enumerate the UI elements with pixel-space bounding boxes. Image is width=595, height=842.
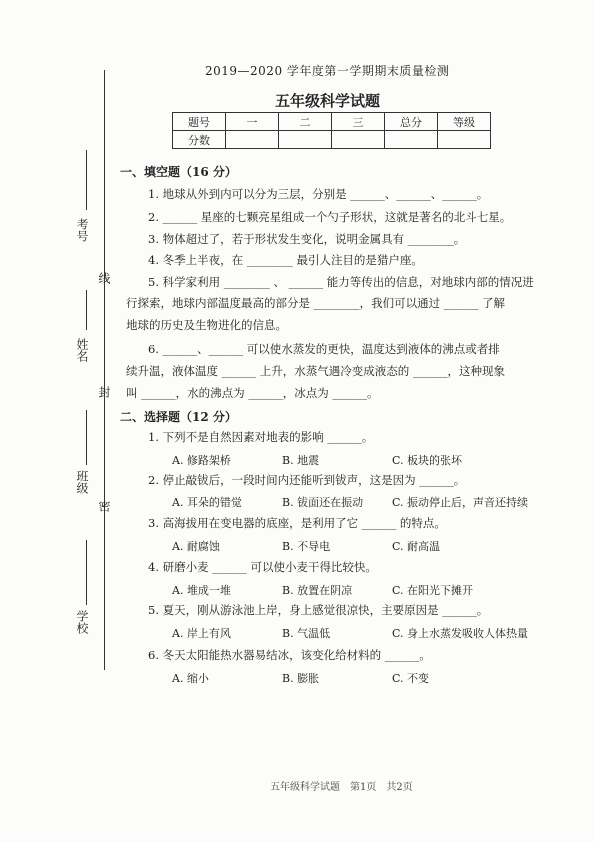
choice-q1: 1. 下列不是自然因素对地表的影响 ______。: [148, 430, 374, 444]
gutter-label-kaohao: 考号: [75, 218, 89, 242]
choice-q6: 6. 冬天太阳能热水器易结冰，该变化给材料的 ______。: [148, 648, 431, 662]
fill-q6-line3: 叫 ______，水的沸点为 ______，冰点为 ______。: [126, 386, 379, 400]
option-b[interactable]: B. 气温低: [282, 627, 331, 640]
score-cell: 二: [279, 113, 332, 131]
option-b[interactable]: B. 放置在阴凉: [282, 584, 353, 597]
fill-q4: 4. 冬季上半夜，在 ________ 最引人注目的是猎户座。: [148, 253, 423, 267]
exam-header: 2019—2020 学年度第一学期期末质量检测: [205, 64, 450, 78]
option-b[interactable]: B. 钹面还在振动: [282, 496, 364, 509]
option-c[interactable]: C. 身上水蒸发吸收人体热量: [392, 627, 529, 640]
option-a[interactable]: A. 耳朵的错觉: [172, 496, 242, 509]
choice-q3-options: [172, 538, 502, 554]
choice-q6-options: [172, 670, 502, 686]
option-c[interactable]: C. 振动停止后，声音还持续: [392, 496, 529, 509]
option-a[interactable]: A. 堆成一堆: [172, 584, 231, 597]
banji-blank: [86, 410, 87, 465]
fill-q6-line2: 续升温，液体温度 ______ 上升，水蒸气遇冷变成液态的 ______，这种现象: [126, 364, 505, 378]
xingming-blank: [86, 290, 87, 330]
option-c[interactable]: C. 板块的张坏: [392, 454, 463, 467]
binding-line: [104, 70, 105, 670]
page-title: 五年级科学试题: [275, 92, 381, 110]
score-input-cell[interactable]: [279, 131, 332, 149]
choice-q5: 5. 夏天，刚从游泳池上岸，身上感觉很凉快，主要原因是 ______。: [148, 603, 489, 617]
option-a[interactable]: A. 缩小: [172, 672, 209, 685]
choice-q1-options: [172, 452, 502, 468]
section1-title: 一、填空题（16 分）: [120, 165, 237, 179]
option-a[interactable]: A. 修路架桥: [172, 454, 231, 467]
score-table-row-values: [173, 131, 491, 149]
fill-q1: 1. 地球从外到内可以分为三层，分别是 ______、______、______。: [148, 187, 489, 201]
option-c[interactable]: C. 在阳光下摊开: [392, 584, 474, 597]
choice-q4-options: [172, 582, 502, 598]
option-c[interactable]: C. 耐高温: [392, 540, 441, 553]
score-input-cell[interactable]: [332, 131, 385, 149]
score-cell: 等级: [438, 113, 491, 131]
score-cell: 分数: [173, 131, 226, 149]
fill-q2: 2. ______ 星座的七颗亮星组成一个勺子形状，这就是著名的北斗七星。: [148, 210, 512, 224]
score-cell: 题号: [173, 113, 226, 131]
option-b[interactable]: B. 地震: [282, 454, 320, 467]
score-input-cell[interactable]: [438, 131, 491, 149]
section2-title: 二、选择题（12 分）: [120, 410, 237, 424]
xuexiao-blank: [86, 540, 87, 605]
page-footer: 五年级科学试题 第1页 共2页: [270, 782, 413, 793]
gutter-mark-mi: 密: [97, 500, 111, 512]
gutter-label-banji: 班级: [75, 470, 89, 494]
score-table: [172, 112, 491, 149]
kaohao-blank: [86, 150, 87, 210]
fill-q5-line2: 行探索，地球内部温度最高的部分是 ________，我们可以通过 ______ 了解: [126, 296, 505, 310]
gutter-mark-xian: 线: [97, 272, 111, 284]
score-input-cell[interactable]: [226, 131, 279, 149]
fill-q5-line1: 5. 科学家利用 ________ 、 ______ 能力等传出的信息，对地球内部的情况进: [148, 275, 534, 289]
fill-q6-line1: 6. ______、______ 可以使水蒸发的更快，温度达到液体的沸点或者排: [148, 342, 500, 356]
choice-q2: 2. 停止敲钹后，一段时间内还能听到钹声，这是因为 ______。: [148, 473, 466, 487]
score-cell: 总分: [385, 113, 438, 131]
choice-q2-options: [172, 494, 529, 510]
choice-q4: 4. 研磨小麦 ______ 可以使小麦干得比较快。: [148, 560, 377, 574]
gutter-label-xuexiao: 学校: [75, 610, 89, 634]
option-c[interactable]: C. 不变: [392, 672, 430, 685]
option-b[interactable]: B. 不导电: [282, 540, 331, 553]
score-cell: 三: [332, 113, 385, 131]
fill-q3: 3. 物体超过了，若于形状发生变化，说明金属具有 ________。: [148, 232, 466, 246]
option-a[interactable]: A. 岸上有风: [172, 627, 231, 640]
score-cell: 一: [226, 113, 279, 131]
option-a[interactable]: A. 耐腐蚀: [172, 540, 220, 553]
score-table-row-header: [173, 113, 491, 131]
fill-q5-line3: 地球的历史及生物进化的信息。: [126, 318, 287, 332]
option-b[interactable]: B. 膨胀: [282, 672, 320, 685]
score-input-cell[interactable]: [385, 131, 438, 149]
gutter-label-xingming: 姓名: [75, 338, 89, 362]
choice-q5-options: [172, 625, 529, 641]
choice-q3: 3. 高海拔用在变电器的底座，是利用了它 ______ 的特点。: [148, 516, 446, 530]
gutter-mark-feng: 封: [97, 386, 111, 398]
